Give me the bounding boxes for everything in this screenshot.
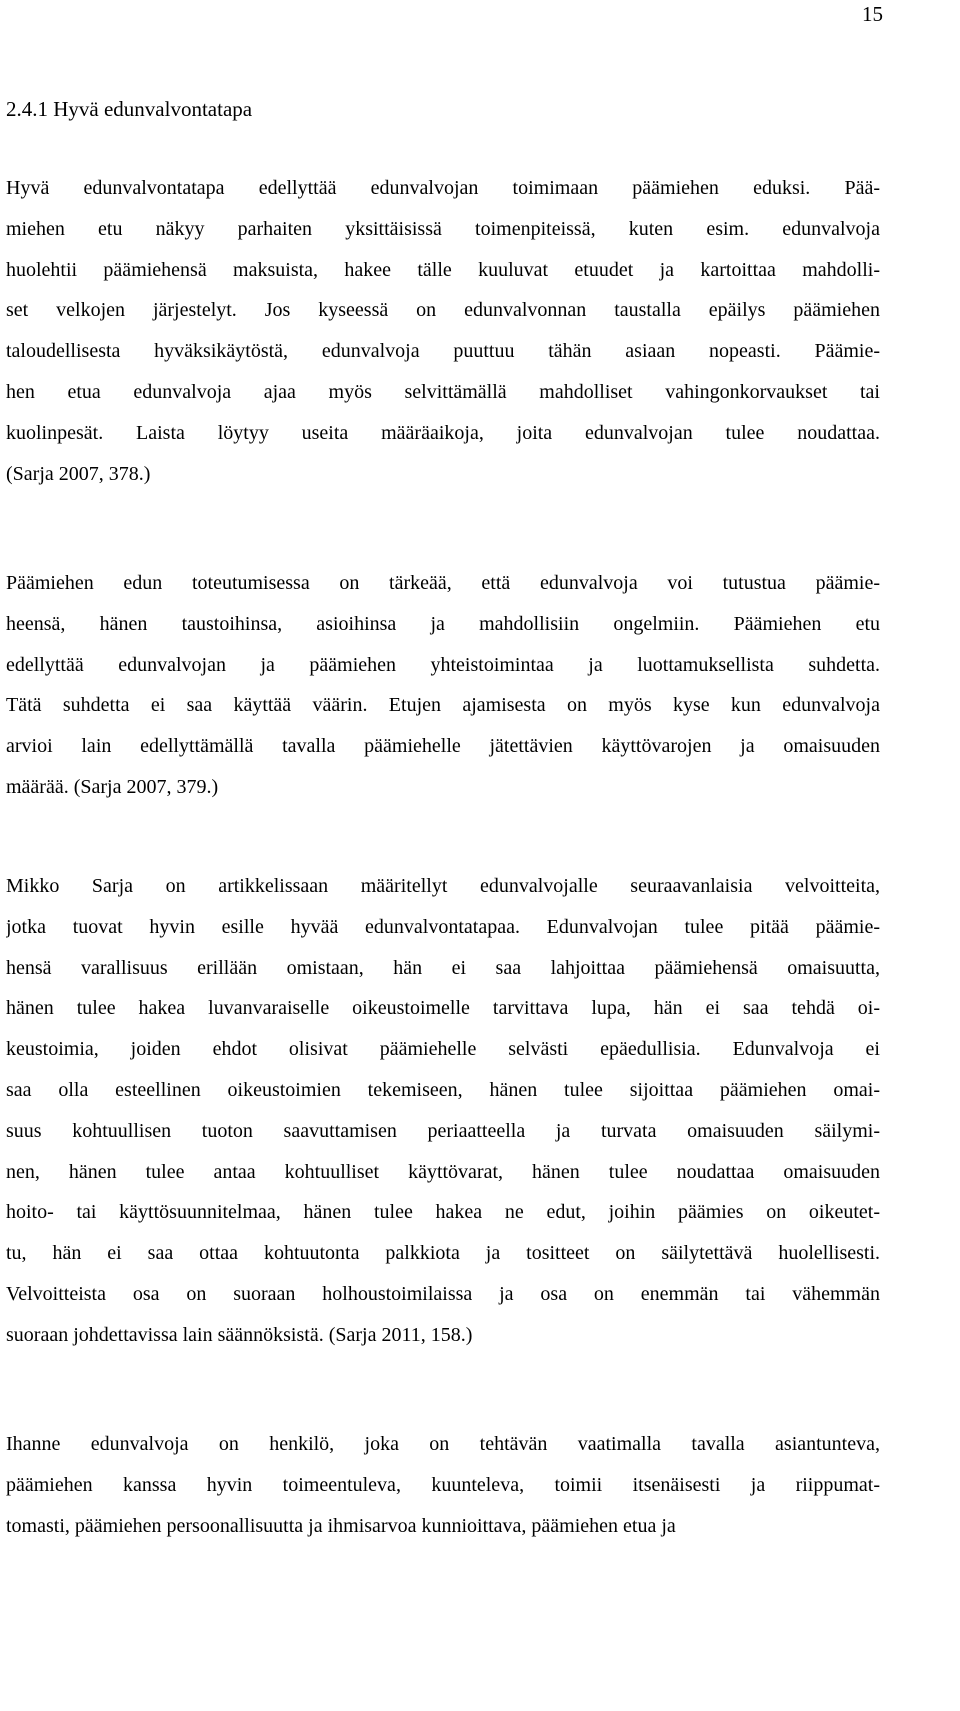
- text-line: huolehtii päämiehensä maksuista, hakee tälle kuuluvat etuudet ja kartoittaa mahdolli-: [6, 258, 880, 281]
- text-line: hänen tulee hakea luvanvaraiselle oikeustoimelle tarvittava lupa, hän ei saa tehdä oi-: [6, 997, 880, 1020]
- text-line: Hyvä edunvalvontatapa edellyttää edunvalvojan toimimaan päämiehen eduksi. Pää-: [6, 177, 880, 199]
- text-line: Mikko Sarja on artikkelissaan määritellyt edunvalvojalle seuraavanlaisia velvoitteita,: [6, 875, 880, 897]
- text-line: hen etua edunvalvoja ajaa myös selvittämällä mahdolliset vahingonkorvaukset tai: [6, 380, 880, 403]
- paragraph-2: [6, 563, 880, 808]
- text-line: suus kohtuullisen tuoton saavuttamisen periaatteella ja turvata omaisuuden säilymi-: [6, 1119, 880, 1142]
- text-line: heensä, hänen taustoihinsa, asioihinsa ja mahdollisiin ongelmiin. Päämiehen etu: [6, 612, 880, 635]
- text-line: nen, hänen tulee antaa kohtuulliset käyttövarat, hänen tulee noudattaa omaisuuden: [6, 1160, 880, 1183]
- text-line: Ihanne edunvalvoja on henkilö, joka on tehtävän vaatimalla tavalla asiantunteva,: [6, 1433, 880, 1455]
- text-line: Tätä suhdetta ei saa käyttää väärin. Etujen ajamisesta on myös kyse kun edunvalvoja: [6, 694, 880, 717]
- text-line: Päämiehen edun toteutumisessa on tärkeää, että edunvalvoja voi tutustua päämie-: [6, 572, 880, 594]
- text-line: saa olla esteellinen oikeustoimien tekemiseen, hänen tulee sijoittaa päämiehen omai-: [6, 1078, 880, 1101]
- paragraph-1: [6, 168, 880, 494]
- section-heading: 2.4.1 Hyvä edunvalvontatapa: [6, 97, 253, 121]
- text-line: keustoimia, joiden ehdot olisivat päämiehelle selvästi epäedullisia. Edunvalvoja ei: [6, 1038, 880, 1061]
- text-line: set velkojen järjestelyt. Jos kyseessä on edunvalvonnan taustalla epäilys päämiehen: [6, 299, 880, 322]
- text-line: arvioi lain edellyttämällä tavalla päämiehelle jätettävien käyttövarojen ja omaisuuden: [6, 735, 880, 758]
- text-line: päämiehen kanssa hyvin toimeentuleva, kuunteleva, toimii itsenäisesti ja riippumat-: [6, 1473, 880, 1496]
- text-line: kuolinpesät. Laista löytyy useita määräaikoja, joita edunvalvojan tulee noudattaa.: [6, 421, 880, 444]
- text-line: tu, hän ei saa ottaa kohtuutonta palkkiota ja tositteet on säilytettävä huolellisesti.: [6, 1242, 880, 1265]
- text-line: hensä varallisuus erillään omistaan, hän ei saa lahjoittaa päämiehensä omaisuutta,: [6, 956, 880, 979]
- text-line: hoito- tai käyttösuunnitelmaa, hänen tulee hakea ne edut, joihin päämies on oikeutet-: [6, 1201, 880, 1224]
- text-line: Velvoitteista osa on suoraan holhoustoimilaissa ja osa on enemmän tai vähemmän: [6, 1282, 880, 1305]
- text-line: jotka tuovat hyvin esille hyvää edunvalvontatapaa. Edunvalvojan tulee pitää päämie-: [6, 915, 880, 938]
- text-line: (Sarja 2007, 378.): [6, 462, 151, 485]
- text-line: miehen etu näkyy parhaiten yksittäisissä toimenpiteissä, kuten esim. edunvalvoja: [6, 217, 880, 240]
- text-line: suoraan johdettavissa lain säännöksistä. (Sarja 2011, 158.): [6, 1323, 473, 1346]
- paragraph-3: [6, 866, 880, 1356]
- paragraph-4: [6, 1424, 880, 1546]
- text-line: tomasti, päämiehen persoonallisuutta ja ihmisarvoa kunnioittava, päämiehen etua ja: [6, 1514, 676, 1537]
- text-line: määrää. (Sarja 2007, 379.): [6, 775, 219, 798]
- text-line: edellyttää edunvalvojan ja päämiehen yhteistoimintaa ja luottamuksellista suhdetta.: [6, 653, 880, 676]
- page-number: 15: [862, 2, 883, 26]
- text-line: taloudellisesta hyväksikäytöstä, edunvalvoja puuttuu tähän asiaan nopeasti. Päämie-: [6, 340, 880, 363]
